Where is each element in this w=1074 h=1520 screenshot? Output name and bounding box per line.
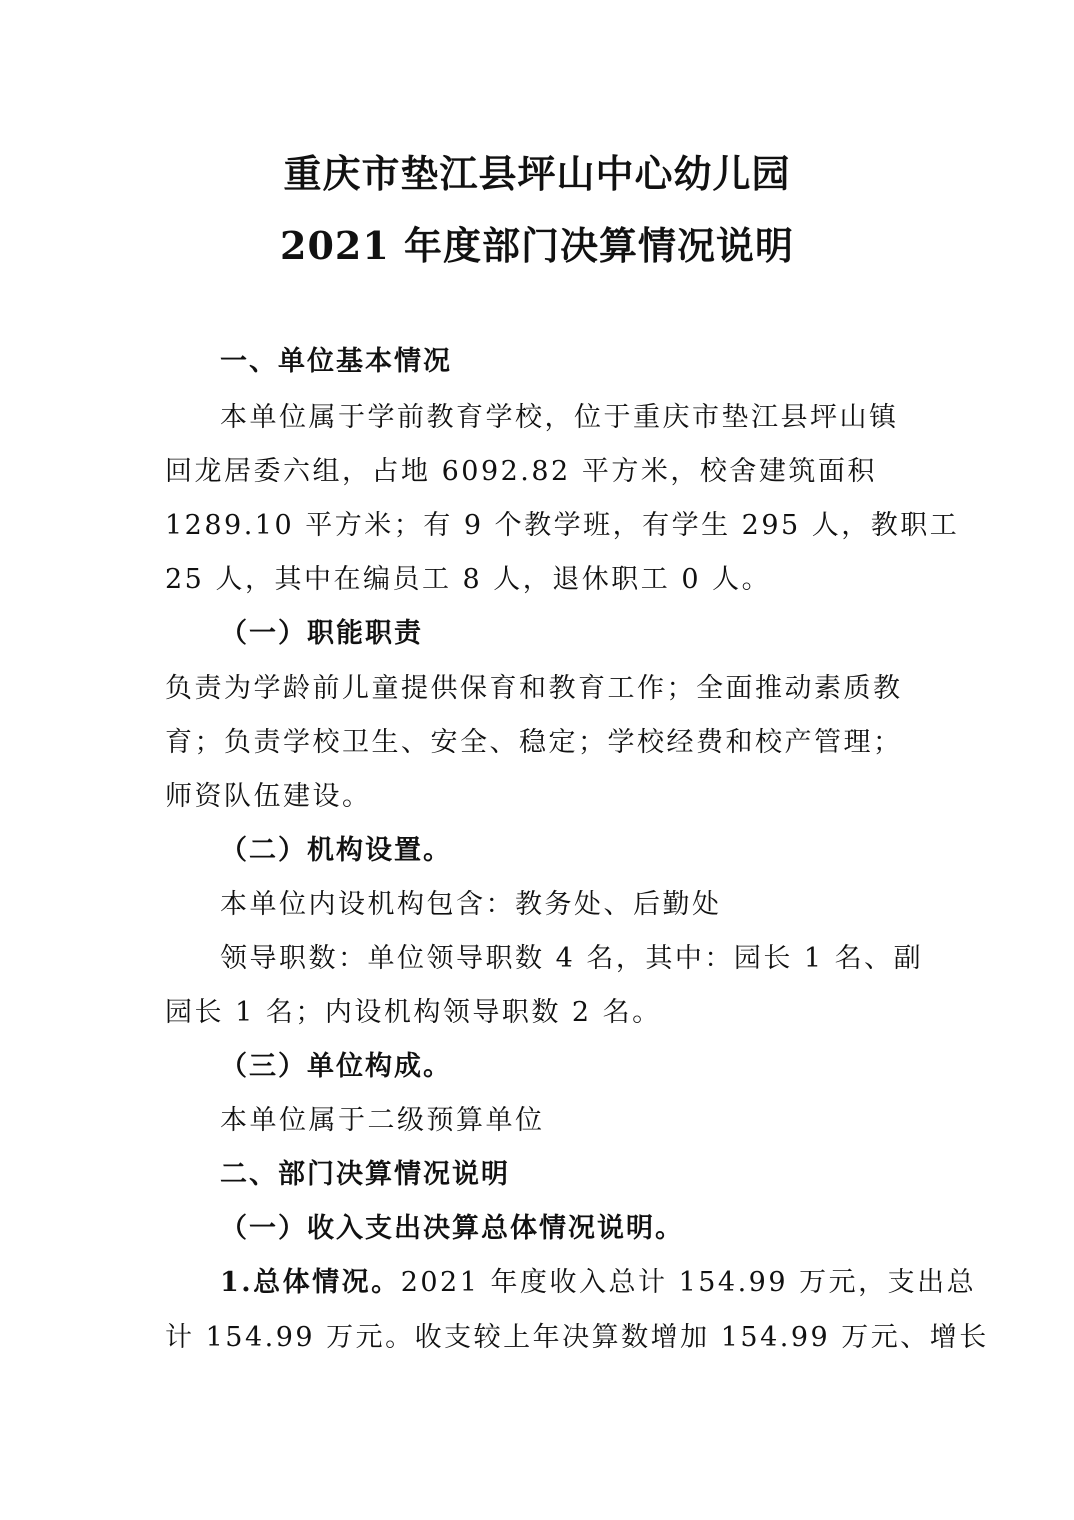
duties-line: 负责为学龄前儿童提供保育和教育工作；全面推动素质教: [165, 673, 903, 704]
organization-line: 领导职数：单位领导职数 4 名，其中：园长 1 名、副: [220, 943, 924, 974]
section1-heading: 一、单位基本情况: [220, 346, 452, 377]
document-title-line2: 2021 年度部门决算情况说明: [280, 223, 794, 268]
composition-line: 本单位属于二级预算单位: [220, 1105, 545, 1136]
document-title-line1: 重庆市垫江县坪山中心幼儿园: [283, 151, 791, 196]
section1-intro-line: 本单位属于学前教育学校，位于重庆市垫江县坪山镇: [220, 402, 899, 433]
subsection-duties-heading: （一）职能职责: [220, 618, 423, 649]
overall-line: 计 154.99 万元。收支较上年决算数增加 154.99 万元、增长: [165, 1322, 989, 1353]
overall-lead-rest: 2021 年度收入总计 154.99 万元，支出总: [400, 1267, 977, 1298]
overall-lead-bold: 1.总体情况。: [220, 1267, 401, 1298]
organization-line: 本单位内设机构包含：教务处、后勤处: [220, 889, 722, 920]
section1-intro-line: 回龙居委六组，占地 6092.82 平方米，校舍建筑面积: [165, 456, 877, 487]
duties-line: 师资队伍建设。: [165, 781, 372, 812]
duties-line: 育；负责学校卫生、安全、稳定；学校经费和校产管理；: [165, 727, 903, 758]
subsection-composition-heading: （三）单位构成。: [220, 1051, 452, 1082]
organization-line: 园长 1 名；内设机构领导职数 2 名。: [165, 997, 662, 1028]
overall-line: [220, 1263, 977, 1303]
section2-heading: 二、部门决算情况说明: [220, 1159, 510, 1190]
section1-intro-line: 25 人，其中在编员工 8 人，退休职工 0 人。: [165, 564, 772, 595]
section1-intro-line: 1289.10 平方米；有 9 个教学班，有学生 295 人，教职工: [165, 510, 960, 541]
subsection-organization-heading: （二）机构设置。: [220, 835, 452, 866]
subsection-overall-heading: （一）收入支出决算总体情况说明。: [220, 1213, 684, 1244]
